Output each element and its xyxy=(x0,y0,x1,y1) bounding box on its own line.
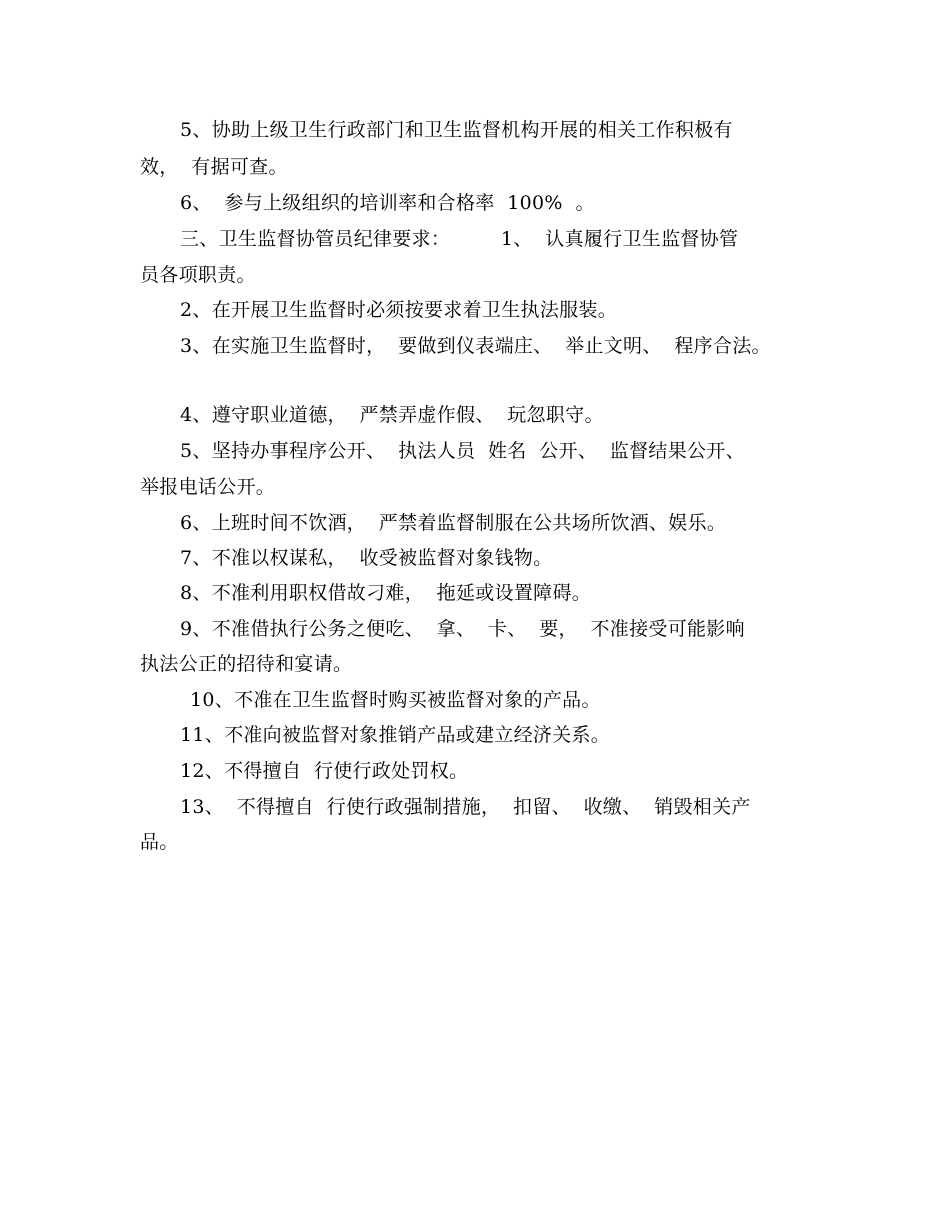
text-line: 执法公正的招待和宴请。 xyxy=(140,653,353,675)
text-line: 举报电话公开。 xyxy=(140,476,276,498)
text-line: 9、不准借执行公务之便吃、 拿、 卡、 要， 不准接受可能影响 xyxy=(180,618,745,640)
text-line: 5、协助上级卫生行政部门和卫生监督机构开展的相关工作积极有 xyxy=(180,119,733,141)
text-line: 效， 有据可查。 xyxy=(140,156,288,178)
text-line: 8、不准利用职权借故刁难， 拖延或设置障碍。 xyxy=(180,582,592,604)
text-line: 5、坚持办事程序公开、 执法人员 姓名 公开、 监督结果公开、 xyxy=(180,440,745,462)
text-line: 13、 不得擅自 行使行政强制措施， 扣留、 收缴、 销毁相关产 xyxy=(180,796,751,818)
text-line: 10、不准在卫生监督时购买被监督对象的产品。 xyxy=(190,689,601,711)
text-line: 11、不准向被监督对象推销产品或建立经济关系。 xyxy=(180,724,611,746)
text-line: 4、遵守职业道德， 严禁弄虚作假、 玩忽职守。 xyxy=(180,404,604,426)
text-line: 12、不得擅自 行使行政处罚权。 xyxy=(180,760,469,782)
text-line: 3、在实施卫生监督时， 要做到仪表端庄、 举止文明、 程序合法。 xyxy=(180,335,771,357)
text-line: 7、不准以权谋私， 收受被监督对象钱物。 xyxy=(180,547,553,569)
text-line: 2、在开展卫生监督时必须按要求着卫生执法服装。 xyxy=(180,299,617,321)
text-line: 6、上班时间不饮酒， 严禁着监督制服在公共场所饮酒、娱乐。 xyxy=(180,512,727,534)
text-line: 员各项职责。 xyxy=(140,264,256,286)
section-heading: 三、卫生监督协管员纪律要求： 1、 认真履行卫生监督协管 xyxy=(180,228,739,250)
text-line: 品。 xyxy=(140,831,179,853)
text-line: 6、 参与上级组织的培训率和合格率 100% 。 xyxy=(180,192,595,214)
